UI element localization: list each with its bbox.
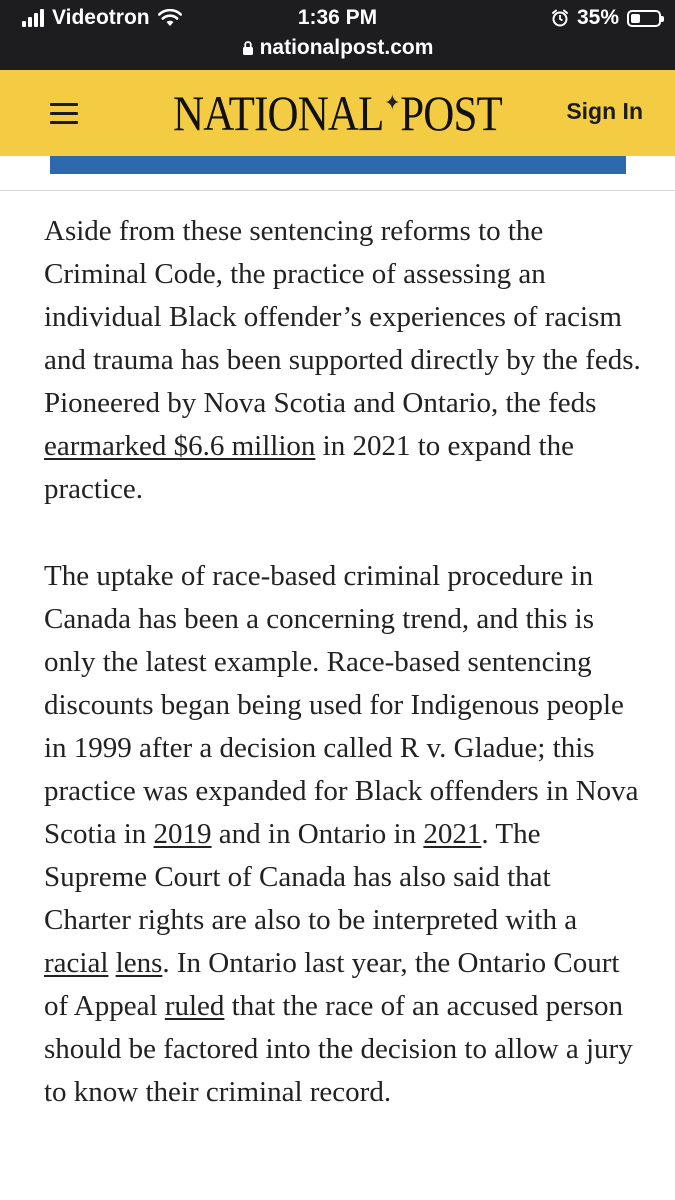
link-racial[interactable]: racial: [44, 947, 109, 979]
logo-text-right: POST: [400, 85, 502, 141]
site-header: [0, 70, 675, 156]
accent-bar: [50, 156, 626, 174]
text-segment: and in Ontario in: [211, 818, 424, 850]
text-segment: Aside from these sentencing reforms to the Criminal Code, the practice of assessing an individual Black offender’s experiences of racism and trauma has been supported directly by the feds. Pioneered by Nova Scotia and Ontario, the feds: [44, 215, 641, 419]
link-2019[interactable]: 2019: [153, 818, 212, 850]
address-bar[interactable]: [0, 36, 675, 60]
site-logo[interactable]: [47, 84, 628, 142]
battery-percent: 35%: [576, 6, 619, 29]
alarm-icon: [551, 9, 569, 27]
logo-text-left: NATIONAL: [173, 85, 384, 141]
header-divider: [0, 190, 675, 191]
text-segment: . In Ontario last year, the Ontario Court of Appeal: [44, 947, 620, 1022]
article-body: [44, 210, 644, 1158]
link-ruled[interactable]: ruled: [164, 990, 225, 1022]
text-segment: that the race of an accused person should be factored into the decision to allow a jury to know their criminal record.: [44, 990, 633, 1108]
text-segment: in 2021 to expand the practice.: [44, 430, 574, 505]
text-segment: . The Supreme Court of Canada has also said that Charter rights are also to be interpreted with a: [44, 818, 578, 936]
link-earmarked[interactable]: earmarked $6.6 million: [44, 430, 316, 462]
link-lens[interactable]: lens: [115, 947, 163, 979]
maple-leaf-icon: ✦: [384, 90, 400, 115]
sign-in-button[interactable]: Sign In: [566, 98, 643, 124]
battery-icon: [627, 10, 661, 27]
text-segment: The uptake of race-based criminal procedure in Canada has been a concerning trend, and this is only the latest example. Race-based sentencing discounts began being used for Indigenous people in 1999 after a decision called R v. Gladue; this practice was expanded for Black offenders in Nova Scotia in: [44, 560, 639, 850]
carrier-name: Videotron: [52, 6, 150, 29]
paragraph-1: [44, 210, 644, 511]
status-bar: [0, 0, 675, 70]
text-segment: [108, 947, 115, 979]
battery-info: [551, 6, 661, 30]
link-2021[interactable]: 2021: [423, 818, 482, 850]
paragraph-2: [44, 555, 644, 1114]
lock-icon: [242, 40, 254, 56]
clock: 1:36 PM: [297, 6, 378, 29]
url-text: nationalpost.com: [259, 36, 434, 59]
